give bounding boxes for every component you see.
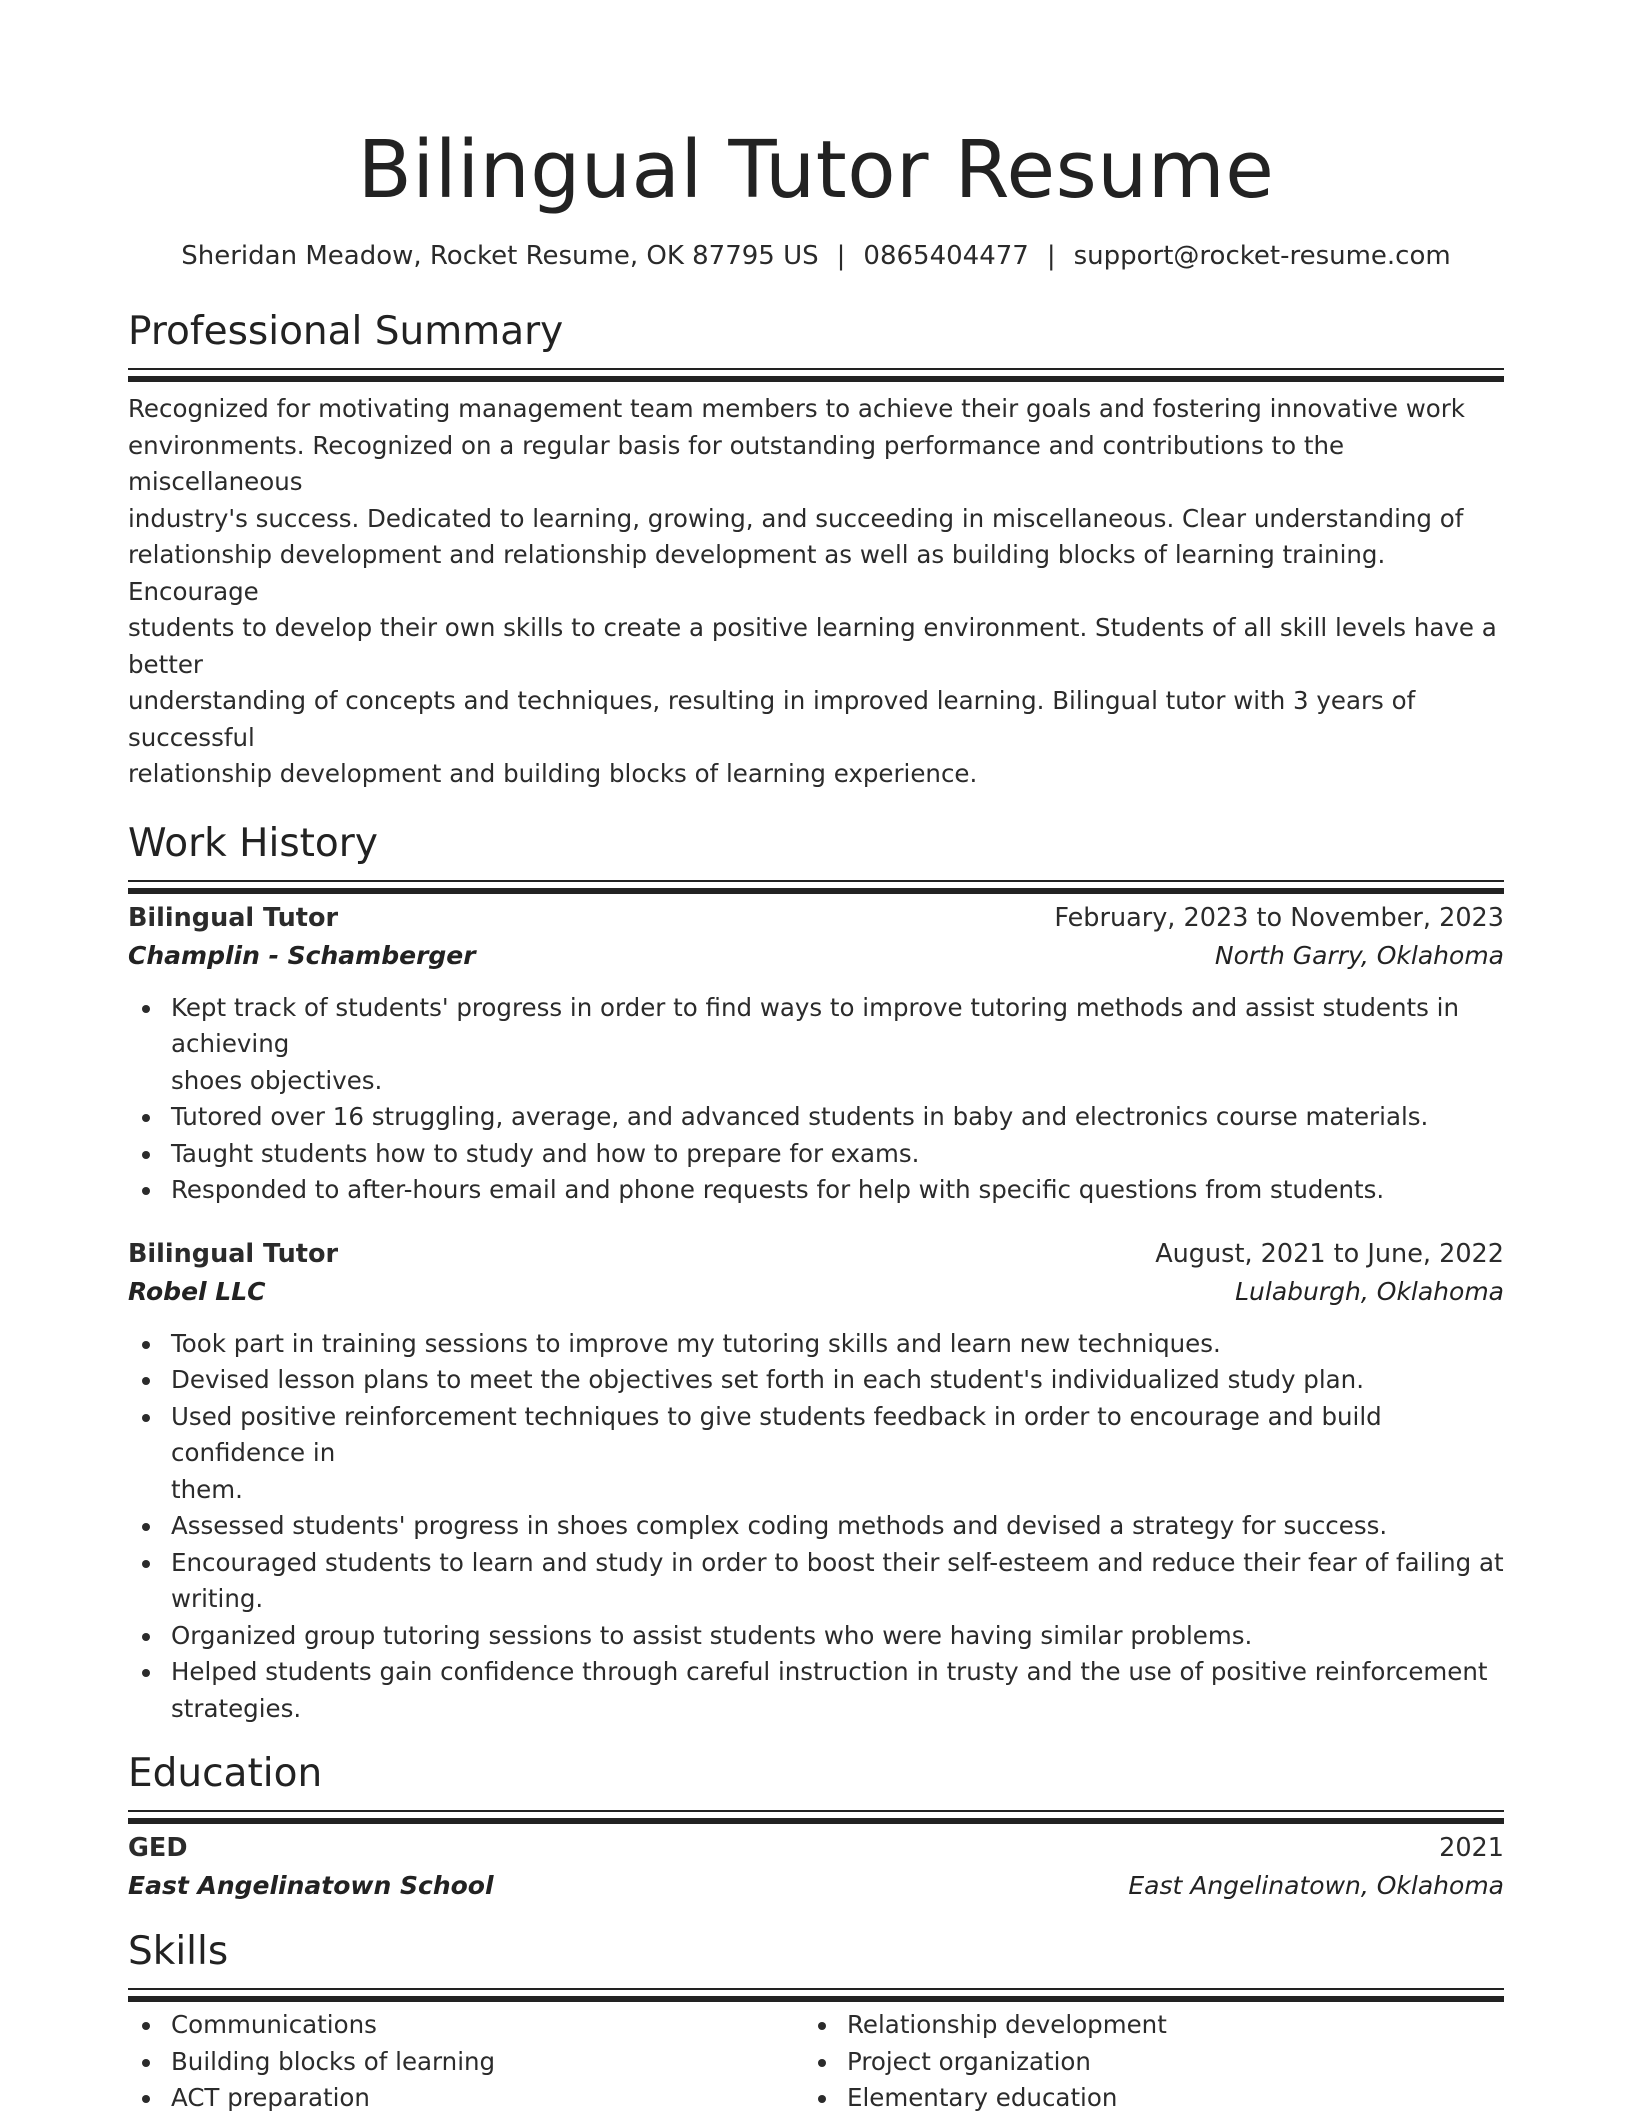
list-item: [128, 1545, 1504, 1618]
job-header: [128, 899, 1504, 937]
list-item-line: Kept track of students' progress in order to find ways to improve tutoring methods and assist students in achieving: [171, 992, 1459, 1058]
job-company: Champlin - Schamberger: [128, 940, 476, 970]
summary-line: Recognized for motivating management team members to achieve their goals and fostering innovative work: [128, 394, 1465, 423]
contact-phone: 0865404477: [863, 241, 1029, 271]
list-item: [128, 1099, 1504, 1136]
list-item-line: Responded to after-hours email and phone requests for help with specific questions from students.: [171, 1175, 1385, 1204]
job-location: North Garry, Oklahoma: [1214, 940, 1504, 970]
education-subheader: [128, 1867, 1504, 1905]
skills-section: [128, 1927, 1504, 2117]
list-item: [128, 1172, 1504, 1209]
job-header: [128, 1235, 1504, 1273]
section-title-work-history: Work History: [128, 820, 378, 866]
section-title-summary: Professional Summary: [128, 309, 564, 354]
list-item-line: Encouraged students to learn and study in order to boost their self-esteem and reduce their fear of failing at: [171, 1547, 1504, 1577]
list-item-line: Taught students how to study and how to prepare for exams.: [171, 1138, 920, 1168]
summary-section: [128, 307, 1504, 793]
list-item-line: writing.: [171, 1584, 264, 1613]
skill-item: ACT preparation: [128, 2080, 804, 2117]
skill-item: Elementary education: [804, 2080, 1480, 2117]
contact-address: Sheridan Meadow, Rocket Resume, OK 87795 US: [181, 241, 819, 271]
skill-item: Project organization: [804, 2044, 1480, 2081]
summary-line: students to develop their own skills to create a positive learning environment. Students of all skill levels have a better: [128, 613, 1497, 679]
list-item-line: Devised lesson plans to meet the objectives set forth in each student's individualized study plan.: [171, 1365, 1364, 1394]
contact-separator: |: [836, 241, 846, 271]
summary-line: relationship development and building blocks of learning experience.: [128, 759, 978, 788]
page-title: Bilingual Tutor Resume: [357, 124, 1275, 216]
list-item-line: Helped students gain confidence through careful instruction in trusty and the use of positive reinforcement: [171, 1657, 1488, 1686]
skill-item: Communications: [128, 2007, 804, 2044]
list-item-line: Assessed students' progress in shoes complex coding methods and devised a strategy for success.: [171, 1511, 1388, 1540]
list-item-line: Organized group tutoring sessions to assist students who were having similar problems.: [171, 1620, 1253, 1650]
education-entry: [128, 1829, 1504, 1905]
summary-line: environments. Recognized on a regular basis for outstanding performance and contributions to the miscellaneous: [128, 430, 1345, 496]
section-title-education: Education: [128, 1751, 323, 1796]
job-bullets: [128, 990, 1504, 1209]
education-degree: GED: [128, 1833, 188, 1863]
job-title: Bilingual Tutor: [128, 902, 339, 933]
job-dates: February, 2023 to November, 2023: [1054, 902, 1504, 933]
skills-column-right: [804, 2007, 1480, 2117]
summary-line: relationship development and relationship development as well as building blocks of learning training. Encourage: [128, 540, 1386, 606]
job-location: Lulaburgh, Oklahoma: [1235, 1276, 1504, 1306]
job-bullets: [128, 1326, 1504, 1728]
contact-separator: |: [1046, 241, 1056, 271]
skills-column-left: [128, 2007, 804, 2117]
job-title: Bilingual Tutor: [128, 1238, 339, 1269]
list-item: [128, 990, 1504, 1100]
education-year: 2021: [1439, 1833, 1504, 1863]
education-header: [128, 1829, 1504, 1867]
section-divider: [128, 1810, 1504, 1812]
job-company: Robel LLC: [128, 1276, 266, 1306]
skill-item: Relationship development: [804, 2007, 1480, 2044]
education-location: East Angelinatown, Oklahoma: [1128, 1871, 1504, 1900]
contact-email[interactable]: support@rocket-resume.com: [1073, 241, 1451, 271]
list-item-line: Took part in training sessions to improve my tutoring skills and learn new techniques.: [171, 1328, 1221, 1358]
work-history-section: [128, 819, 1504, 1728]
list-item: [128, 1362, 1504, 1399]
job-dates: August, 2021 to June, 2022: [1155, 1238, 1504, 1269]
skills-grid: [128, 2007, 1504, 2117]
education-school: East Angelinatown School: [128, 1871, 494, 1900]
list-item: [128, 1136, 1504, 1173]
job-entry: [128, 1235, 1504, 1728]
list-item: [128, 1508, 1504, 1545]
summary-line: understanding of concepts and techniques, resulting in improved learning. Bilingual tutor with 3 years of successful: [128, 686, 1416, 752]
summary-line: industry's success. Dedicated to learning, growing, and succeeding in miscellaneous. Clear understanding of: [128, 503, 1464, 533]
section-divider: [128, 880, 1504, 882]
list-item-line: Used positive reinforcement techniques to give students feedback in order to encourage and build confidence in: [171, 1401, 1382, 1467]
section-divider: [128, 368, 1504, 370]
job-subheader: [128, 1273, 1504, 1311]
summary-text: [128, 391, 1504, 793]
list-item: [128, 1326, 1504, 1363]
contact-line: [128, 238, 1504, 274]
section-title-skills: Skills: [128, 1929, 229, 1974]
job-entry: [128, 899, 1504, 1209]
education-section: [128, 1749, 1504, 1905]
list-item: [128, 1654, 1504, 1727]
skill-item: Building blocks of learning: [128, 2044, 804, 2081]
list-item: [128, 1618, 1504, 1655]
list-item-line: strategies.: [171, 1693, 302, 1723]
list-item-line: shoes objectives.: [171, 1065, 383, 1095]
section-divider: [128, 1988, 1504, 1990]
list-item-line: Tutored over 16 struggling, average, and advanced students in baby and electronics course materials.: [171, 1102, 1429, 1131]
job-subheader: [128, 937, 1504, 975]
list-item: [128, 1399, 1504, 1509]
list-item-line: them.: [171, 1474, 243, 1504]
